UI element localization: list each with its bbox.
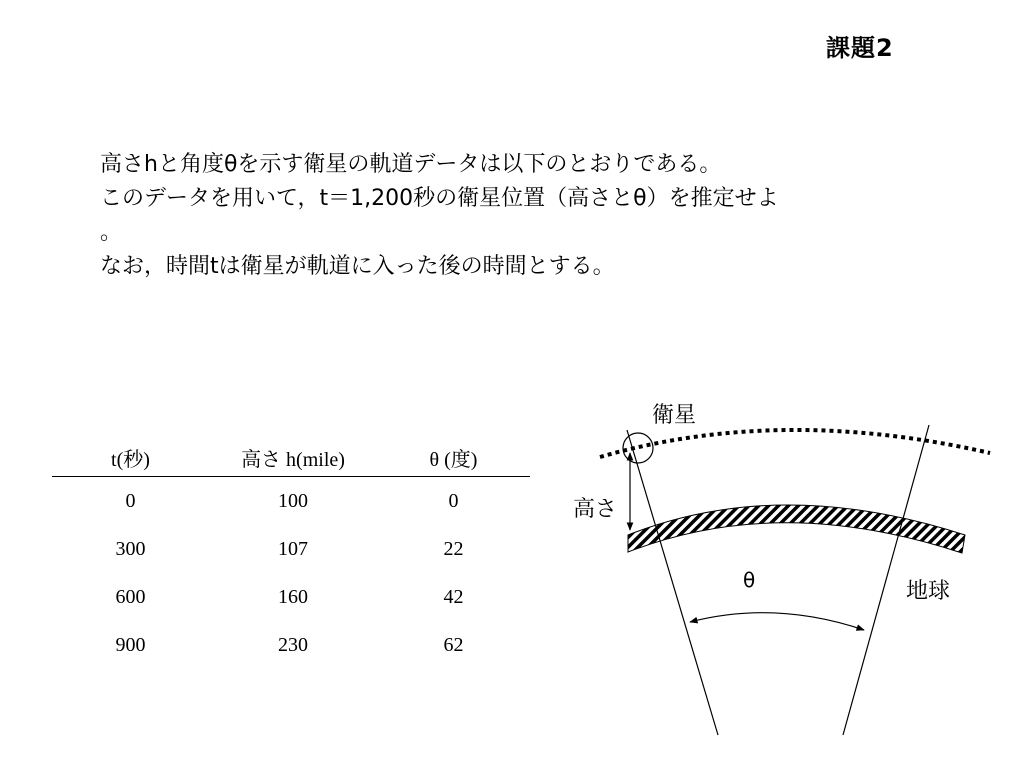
theta-label: θ — [743, 568, 756, 592]
cell-time: 600 — [115, 585, 146, 608]
problem-line-1: 高さhと角度θを示す衛星の軌道データは以下のとおりである。 — [100, 152, 722, 177]
problem-statement — [100, 148, 900, 284]
cell-height: 100 — [278, 489, 308, 512]
slide-title: 課題2 — [826, 34, 894, 62]
theta-angle-arc — [690, 613, 864, 630]
cell-theta: 42 — [443, 585, 464, 608]
cell-time: 0 — [125, 489, 136, 512]
problem-line-4: なお，時間tは衛星が軌道に入った後の時間とする。 — [100, 254, 615, 279]
cell-theta: 22 — [443, 537, 464, 560]
orbit-data-table — [52, 438, 530, 669]
table-header-row — [52, 438, 530, 477]
cell-height: 107 — [278, 537, 308, 560]
problem-line-3: 。 — [100, 220, 123, 245]
cell-height: 160 — [278, 585, 308, 608]
table-row — [52, 621, 530, 669]
cell-theta: 0 — [448, 489, 459, 512]
satellite-orbit-path — [600, 430, 990, 457]
height-label: 高さ — [573, 497, 618, 522]
table-row — [52, 525, 530, 573]
earth-label: 地球 — [906, 579, 951, 604]
cell-time: 300 — [115, 537, 146, 560]
header-theta: θ (度) — [377, 438, 530, 477]
satellite-marker — [623, 433, 653, 463]
table-row — [52, 573, 530, 621]
header-height: 高さ h(mile) — [209, 438, 377, 477]
table-row — [52, 477, 530, 526]
cell-time: 900 — [115, 633, 146, 656]
orbit-diagram — [560, 395, 1000, 745]
problem-line-2: このデータを用いて，t＝1,200秒の衛星位置（高さとθ）を推定せよ — [100, 186, 779, 211]
cell-height: 230 — [278, 633, 308, 656]
satellite-label: 衛星 — [652, 403, 697, 428]
radial-line-left — [627, 430, 718, 735]
cell-theta: 62 — [443, 633, 464, 656]
header-time: t(秒) — [52, 438, 209, 477]
earth-surface — [628, 505, 965, 553]
